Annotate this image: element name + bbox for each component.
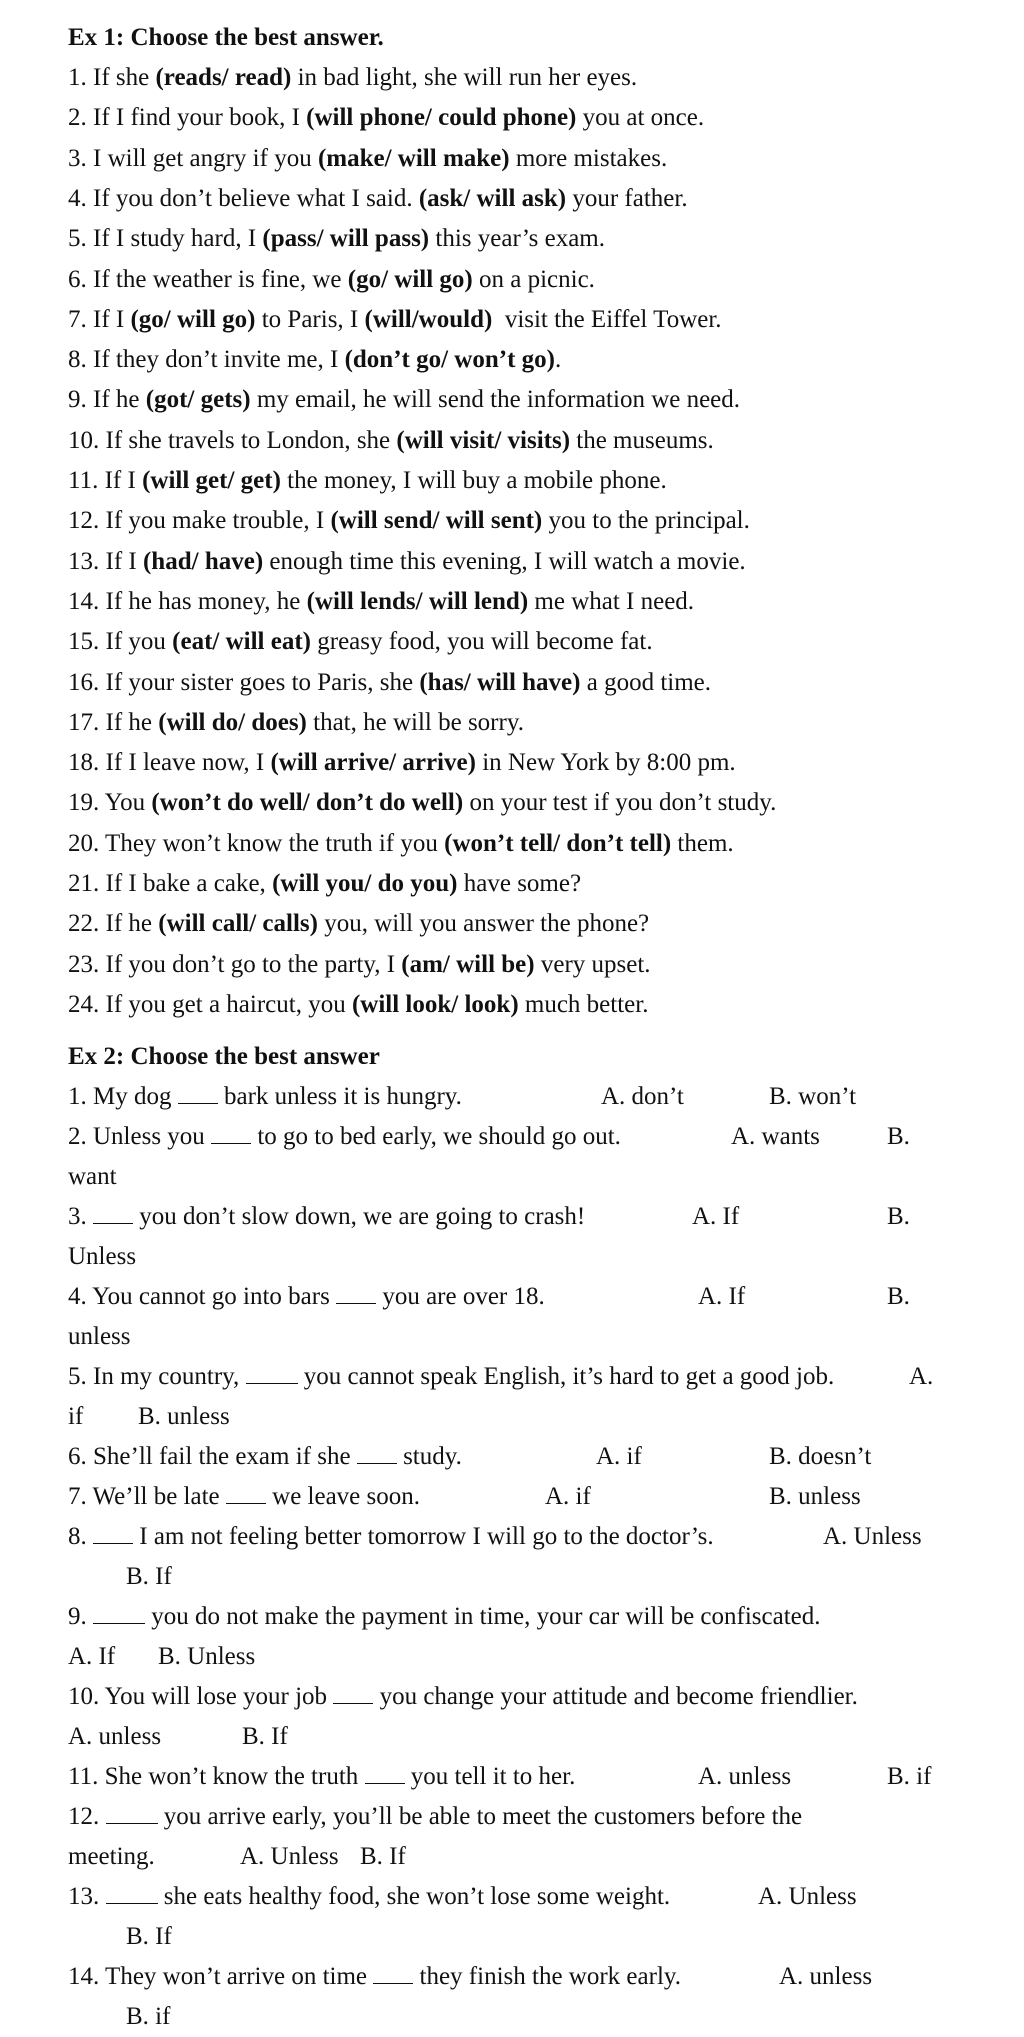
answer-choice[interactable]: (will send/ will sent)	[330, 507, 543, 535]
q2-wrap: want	[68, 1163, 117, 1190]
q14-text-b: they finish the work early.	[413, 1963, 682, 1990]
q1-text-b: bark unless it is hungry.	[217, 1083, 462, 1110]
answer-blank[interactable]	[93, 1603, 145, 1624]
ex1-item	[68, 663, 711, 703]
answer-choice[interactable]: (will look/ look)	[351, 990, 519, 1018]
sentence-text: 9. If he	[68, 386, 146, 414]
q12-wrap: meeting.	[68, 1843, 155, 1870]
sentence-text: 15. If you	[68, 628, 173, 656]
sentence-text: on your test if you don’t study.	[463, 789, 777, 817]
answer-blank[interactable]	[333, 1683, 373, 1704]
answer-choice[interactable]: (go/ will go)	[347, 265, 473, 293]
answer-blank[interactable]	[178, 1083, 218, 1104]
q5-option-a[interactable]: A.	[909, 1363, 934, 1390]
q7-option-a[interactable]: A. if	[545, 1483, 591, 1510]
sentence-text: to Paris, I	[255, 305, 365, 333]
sentence-text: you at once.	[576, 104, 705, 132]
answer-choice[interactable]: (will get/ get)	[142, 467, 281, 494]
q10-text-b: you change your attitude and become friendlier.	[373, 1683, 858, 1710]
ex1-item	[68, 300, 722, 340]
answer-blank[interactable]	[93, 1203, 133, 1224]
q13-text-a: 13.	[68, 1883, 106, 1910]
answer-choice[interactable]: (pass/ will pass)	[262, 225, 430, 253]
ex1-item	[68, 985, 648, 1025]
q7-option-b[interactable]: B. unless	[769, 1483, 861, 1510]
sentence-text: 22. If he	[68, 910, 159, 938]
q9-text-b: you do not make the payment in time, your car will be confiscated.	[145, 1603, 821, 1630]
q10-text-a: 10. You will lose your job	[68, 1683, 334, 1710]
q9-option-a[interactable]: A. If	[68, 1643, 116, 1670]
sentence-text: 12. If you make trouble, I	[68, 507, 331, 535]
sentence-text: my email, he will send the information we need.	[250, 386, 741, 414]
ex1-item	[68, 380, 740, 420]
q11-option-b[interactable]: B. if	[887, 1763, 932, 1790]
q11-text-b: you tell it to her.	[404, 1763, 576, 1790]
q5-text-b: you cannot speak English, it’s hard to get a good job.	[297, 1363, 835, 1390]
q12-option-a[interactable]: A. Unless	[240, 1843, 339, 1870]
q5-option-b[interactable]: B. unless	[138, 1403, 230, 1430]
q2-text-a: 2. Unless you	[68, 1123, 212, 1150]
answer-choice[interactable]: (will call/ calls)	[158, 910, 318, 938]
answer-blank[interactable]	[246, 1363, 298, 1384]
q9-option-b[interactable]: B. Unless	[158, 1643, 256, 1670]
sentence-text: have some?	[457, 870, 582, 897]
answer-choice[interactable]: (has/ will have)	[419, 668, 581, 696]
ex1-item	[68, 864, 581, 904]
q1-text-a: 1. My dog	[68, 1083, 178, 1110]
answer-choice[interactable]: (ask/ will ask)	[418, 184, 567, 212]
answer-blank[interactable]	[365, 1763, 405, 1784]
sentence-text: the museums.	[570, 426, 714, 454]
sentence-text: 7. If I	[68, 305, 131, 333]
q9-text-a: 9.	[68, 1603, 93, 1630]
q10-option-a[interactable]: A. unless	[68, 1723, 162, 1750]
answer-choice[interactable]: (won’t do well/ don’t do well)	[151, 789, 464, 817]
ex1-item	[68, 421, 714, 461]
sentence-text: that, he will be sorry.	[306, 708, 524, 736]
sentence-text: 3. I will get angry if you	[68, 144, 318, 172]
q4-option-a[interactable]: A. If	[698, 1283, 746, 1310]
sentence-text: in New York by 8:00 pm.	[475, 749, 736, 777]
sentence-text: very upset.	[534, 950, 651, 978]
q2-option-b[interactable]: B.	[887, 1123, 910, 1150]
q8-text-b: I am not feeling better tomorrow I will go to the doctor’s.	[133, 1523, 714, 1550]
q6-option-b[interactable]: B. doesn’t	[769, 1443, 872, 1470]
sentence-text: you, will you answer the phone?	[317, 910, 650, 938]
q4-text-a: 4. You cannot go into bars	[68, 1283, 337, 1310]
sentence-text: them.	[671, 829, 734, 857]
q10-option-b[interactable]: B. If	[242, 1723, 288, 1750]
q4-text-b: you are over 18.	[376, 1283, 545, 1310]
answer-choice[interactable]: (will arrive/ arrive)	[270, 749, 476, 777]
q1-option-a[interactable]: A. don’t	[601, 1083, 684, 1110]
ex1-title: Ex 1: Choose the best answer.	[68, 24, 384, 51]
q8-option-b[interactable]: B. If	[126, 1563, 172, 1590]
ex1-item	[68, 98, 704, 138]
q12-text-b: you arrive early, you’ll be able to meet the customers before the	[157, 1803, 803, 1830]
sentence-text: 5. If I study hard, I	[68, 225, 263, 253]
q7-text-b: we leave soon.	[265, 1483, 421, 1510]
ex1-item	[68, 340, 561, 380]
sentence-text: more mistakes.	[509, 144, 668, 172]
answer-choice[interactable]: (will/would)	[364, 305, 493, 333]
ex1-item	[68, 904, 649, 944]
sentence-text: 2. If I find your book, I	[68, 104, 307, 132]
answer-choice[interactable]: (had/ have)	[142, 547, 264, 575]
answer-blank[interactable]	[106, 1803, 158, 1824]
answer-blank[interactable]	[211, 1123, 251, 1144]
ex1-item	[68, 703, 524, 743]
q4-option-b[interactable]: B.	[887, 1283, 910, 1310]
q3-option-a[interactable]: A. If	[692, 1203, 740, 1230]
ex1-item	[68, 501, 750, 541]
answer-choice[interactable]: (got/ gets)	[145, 386, 251, 414]
ex1-item	[68, 139, 667, 179]
q2-option-a[interactable]: A. wants	[731, 1123, 820, 1150]
q2-text-b: to go to bed early, we should go out.	[251, 1123, 621, 1150]
sentence-text: you to the principal.	[542, 507, 750, 535]
q6-option-a[interactable]: A. if	[596, 1443, 642, 1470]
answer-blank[interactable]	[373, 1963, 413, 1984]
sentence-text: 18. If I leave now, I	[68, 749, 271, 777]
sentence-text: 13. If I	[68, 547, 143, 575]
q6-text-b: study.	[396, 1443, 462, 1470]
sentence-text: your father.	[566, 184, 688, 212]
sentence-text: 19. You	[68, 789, 152, 817]
ex1-item	[68, 179, 688, 219]
answer-choice[interactable]: (go/ will go)	[130, 305, 256, 333]
q11-option-a[interactable]: A. unless	[698, 1763, 792, 1790]
q5-wrap: if	[68, 1403, 84, 1430]
q5-text-a: 5. In my country,	[68, 1363, 246, 1390]
q13-option-b[interactable]: B. If	[126, 1923, 172, 1950]
answer-choice[interactable]: (will you/ do you)	[272, 870, 458, 897]
answer-choice[interactable]: (eat/ will eat)	[172, 628, 311, 656]
ex1-item	[68, 622, 653, 662]
sentence-text: 11. If I	[68, 467, 143, 494]
sentence-text: much better.	[518, 990, 649, 1018]
q12-option-b[interactable]: B. If	[360, 1843, 406, 1870]
answer-choice[interactable]: (won’t tell/ don’t tell)	[444, 829, 672, 857]
answer-choice[interactable]: (make/ will make)	[317, 144, 510, 172]
sentence-text: me what I need.	[528, 587, 695, 615]
ex1-item	[68, 461, 667, 501]
sentence-text: 14. If he has money, he	[68, 587, 307, 615]
sentence-text: 21. If I bake a cake,	[68, 870, 273, 897]
ex1-item	[68, 58, 637, 98]
sentence-text: 4. If you don’t believe what I said.	[68, 184, 419, 212]
sentence-text: 1. If she	[68, 64, 156, 91]
answer-blank[interactable]	[226, 1483, 266, 1504]
q3-text-b: you don’t slow down, we are going to crash!	[133, 1203, 586, 1230]
sentence-text: 17. If he	[68, 708, 159, 736]
sentence-text: in bad light, she will run her eyes.	[291, 64, 638, 91]
answer-blank[interactable]	[93, 1523, 133, 1544]
q13-option-a[interactable]: A. Unless	[758, 1883, 857, 1910]
sentence-text: this year’s exam.	[429, 225, 606, 253]
q1-option-b[interactable]: B. won’t	[769, 1083, 857, 1110]
ex1-item	[68, 582, 694, 622]
sentence-text: 16. If your sister goes to Paris, she	[68, 668, 420, 696]
sentence-text: .	[554, 346, 562, 374]
ex1-item	[68, 542, 746, 582]
q14-option-a[interactable]: A. unless	[779, 1963, 873, 1990]
sentence-text: 6. If the weather is fine, we	[68, 265, 348, 293]
sentence-text: a good time.	[580, 668, 711, 696]
q8-option-a[interactable]: A. Unless	[823, 1523, 922, 1550]
q12-text-a: 12.	[68, 1803, 106, 1830]
sentence-text: enough time this evening, I will watch a movie.	[263, 547, 746, 575]
sentence-text: on a picnic.	[472, 265, 595, 293]
q3-option-b[interactable]: B.	[887, 1203, 910, 1230]
ex1-item	[68, 824, 734, 864]
sentence-text: 20. They won’t know the truth if you	[68, 829, 445, 857]
q3-wrap: Unless	[68, 1243, 137, 1270]
answer-choice[interactable]: (don’t go/ won’t go)	[344, 346, 555, 374]
sentence-text: greasy food, you will become fat.	[311, 628, 653, 656]
answer-choice[interactable]: (will phone/ could phone)	[306, 104, 577, 132]
q6-text-a: 6. She’ll fail the exam if she	[68, 1443, 357, 1470]
answer-choice[interactable]: (will visit/ visits)	[396, 426, 571, 454]
q11-text-a: 11. She won’t know the truth	[68, 1763, 365, 1790]
q7-text-a: 7. We’ll be late	[68, 1483, 226, 1510]
q8-text-a: 8.	[68, 1523, 93, 1550]
answer-blank[interactable]	[106, 1883, 158, 1904]
ex1-item	[68, 743, 736, 783]
ex1-item	[68, 783, 776, 823]
sentence-text: 8. If they don’t invite me, I	[68, 346, 345, 374]
answer-choice[interactable]: (will do/ does)	[158, 708, 307, 736]
ex1-item	[68, 260, 595, 300]
q14-text-a: 14. They won’t arrive on time	[68, 1963, 374, 1990]
answer-choice[interactable]: (reads/ read)	[155, 64, 292, 91]
answer-choice[interactable]: (will lends/ will lend)	[306, 587, 529, 615]
q4-wrap: unless	[68, 1323, 131, 1350]
sentence-text: the money, I will buy a mobile phone.	[280, 467, 667, 494]
q3-text-a: 3.	[68, 1203, 93, 1230]
q13-text-b: she eats healthy food, she won’t lose some weight.	[157, 1883, 671, 1910]
ex1-item	[68, 945, 651, 985]
sentence-text: 23. If you don’t go to the party, I	[68, 950, 402, 978]
ex2-title: Ex 2: Choose the best answer	[68, 1043, 380, 1070]
sentence-text: 10. If she travels to London, she	[68, 426, 397, 454]
q14-option-b[interactable]: B. if	[126, 2003, 171, 2030]
answer-blank[interactable]	[357, 1443, 397, 1464]
sentence-text: visit the Eiffel Tower.	[492, 305, 722, 333]
answer-choice[interactable]: (am/ will be)	[401, 950, 535, 978]
answer-blank[interactable]	[336, 1283, 376, 1304]
sentence-text: 24. If you get a haircut, you	[68, 990, 352, 1018]
ex1-item	[68, 219, 605, 259]
